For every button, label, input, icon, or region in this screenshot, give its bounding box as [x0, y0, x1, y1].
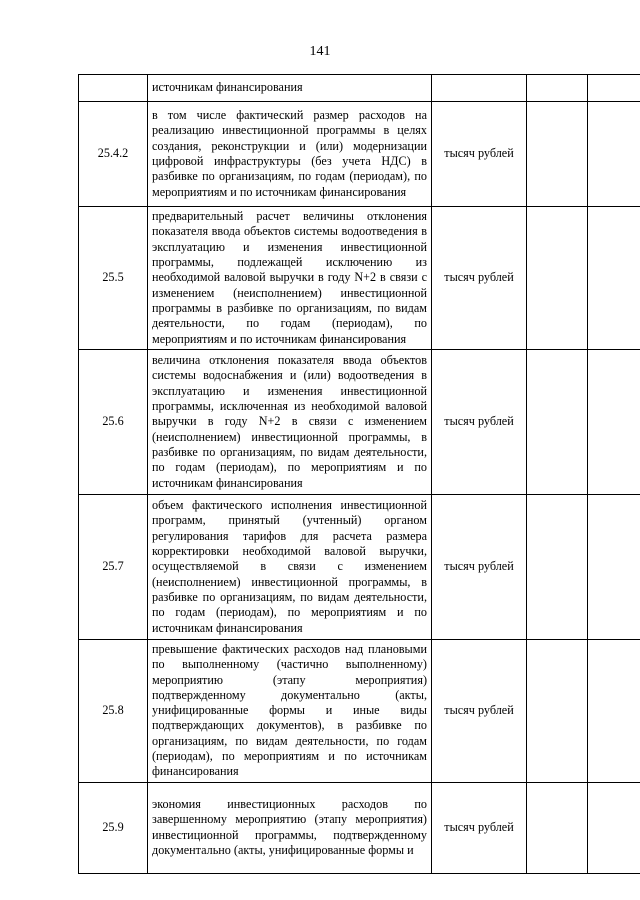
table-row [79, 782, 640, 873]
row-description: источникам финансирования [148, 75, 432, 102]
row-number: 25.5 [79, 207, 148, 350]
row-number: 25.7 [79, 495, 148, 640]
row-description: превышение фактических расходов над плановыми по выполненному (частично выполненному) мероприятию (этапу мероприятия) подтвержденному документально (акты, унифицированные формы и иные виды подтверждающих документов), в разбивке по организациям, по видам деятельности, по годам (периодам), по мероприятиям и по источникам финансирования [148, 640, 432, 783]
empty-cell [588, 75, 640, 102]
row-number: 25.8 [79, 640, 148, 783]
page-number: 141 [309, 44, 331, 59]
table-row [79, 75, 640, 102]
row-unit: тысяч рублей [432, 782, 527, 873]
row-number [79, 75, 148, 102]
row-unit: тысяч рублей [432, 495, 527, 640]
row-description: величина отклонения показателя ввода объектов системы водоснабжения и (или) водоотведения в эксплуатацию и изменения инвестиционной программы, исключенная из необходимой валовой выручки в году N+2 в связи с изменением (неисполнением) инвестиционной программы, в разбивке по организациям, по видам деятельности, по годам (периодам), по мероприятиям и по источникам финансирования [148, 350, 432, 495]
row-unit: тысяч рублей [432, 207, 527, 350]
empty-cell [588, 102, 640, 207]
empty-cell [588, 207, 640, 350]
row-number: 25.9 [79, 782, 148, 873]
table-row [79, 640, 640, 783]
empty-cell [527, 207, 588, 350]
row-unit: тысяч рублей [432, 350, 527, 495]
row-number: 25.4.2 [79, 102, 148, 207]
empty-cell [588, 350, 640, 495]
table-row [79, 207, 640, 350]
row-unit: тысяч рублей [432, 640, 527, 783]
row-description: в том числе фактический размер расходов на реализацию инвестиционной программы в целях создания, реконструкции и (или) модернизации цифровой инфраструктуры (без учета НДС) в разбивке по организациям, по годам (периодам), по мероприятиям и по источникам финансирования [148, 102, 432, 207]
empty-cell [527, 640, 588, 783]
table-row [79, 102, 640, 207]
empty-cell [527, 350, 588, 495]
table-row [79, 495, 640, 640]
row-unit [432, 75, 527, 102]
empty-cell [527, 495, 588, 640]
table-row [79, 350, 640, 495]
empty-cell [527, 75, 588, 102]
indicators-table [78, 74, 640, 874]
empty-cell [588, 640, 640, 783]
empty-cell [588, 782, 640, 873]
row-description: экономия инвестиционных расходов по завершенному мероприятию (этапу мероприятия) инвестиционной программы, подтвержденному документально (акты, унифицированные формы и [148, 782, 432, 873]
row-number: 25.6 [79, 350, 148, 495]
empty-cell [588, 495, 640, 640]
row-unit: тысяч рублей [432, 102, 527, 207]
empty-cell [527, 782, 588, 873]
row-description: предварительный расчет величины отклонения показателя ввода объектов системы водоотведения в эксплуатацию и изменения инвестиционной программы, подлежащей исключению из необходимой валовой выручки в году N+2 в связи с изменением (неисполнением) инвестиционной программы в разбивке по организациям, по видам деятельности, по годам (периодам), по мероприятиям и по источникам финансирования [148, 207, 432, 350]
row-description: объем фактического исполнения инвестиционной программ, принятый (учтенный) органом регулирования тарифов для расчета размера корректировки необходимой валовой выручки, осуществляемой в связи с изменением (неисполнением) инвестиционной программы, в разбивке по организациям, по видам деятельности, по годам (периодам), по мероприятиям и по источникам финансирования [148, 495, 432, 640]
empty-cell [527, 102, 588, 207]
